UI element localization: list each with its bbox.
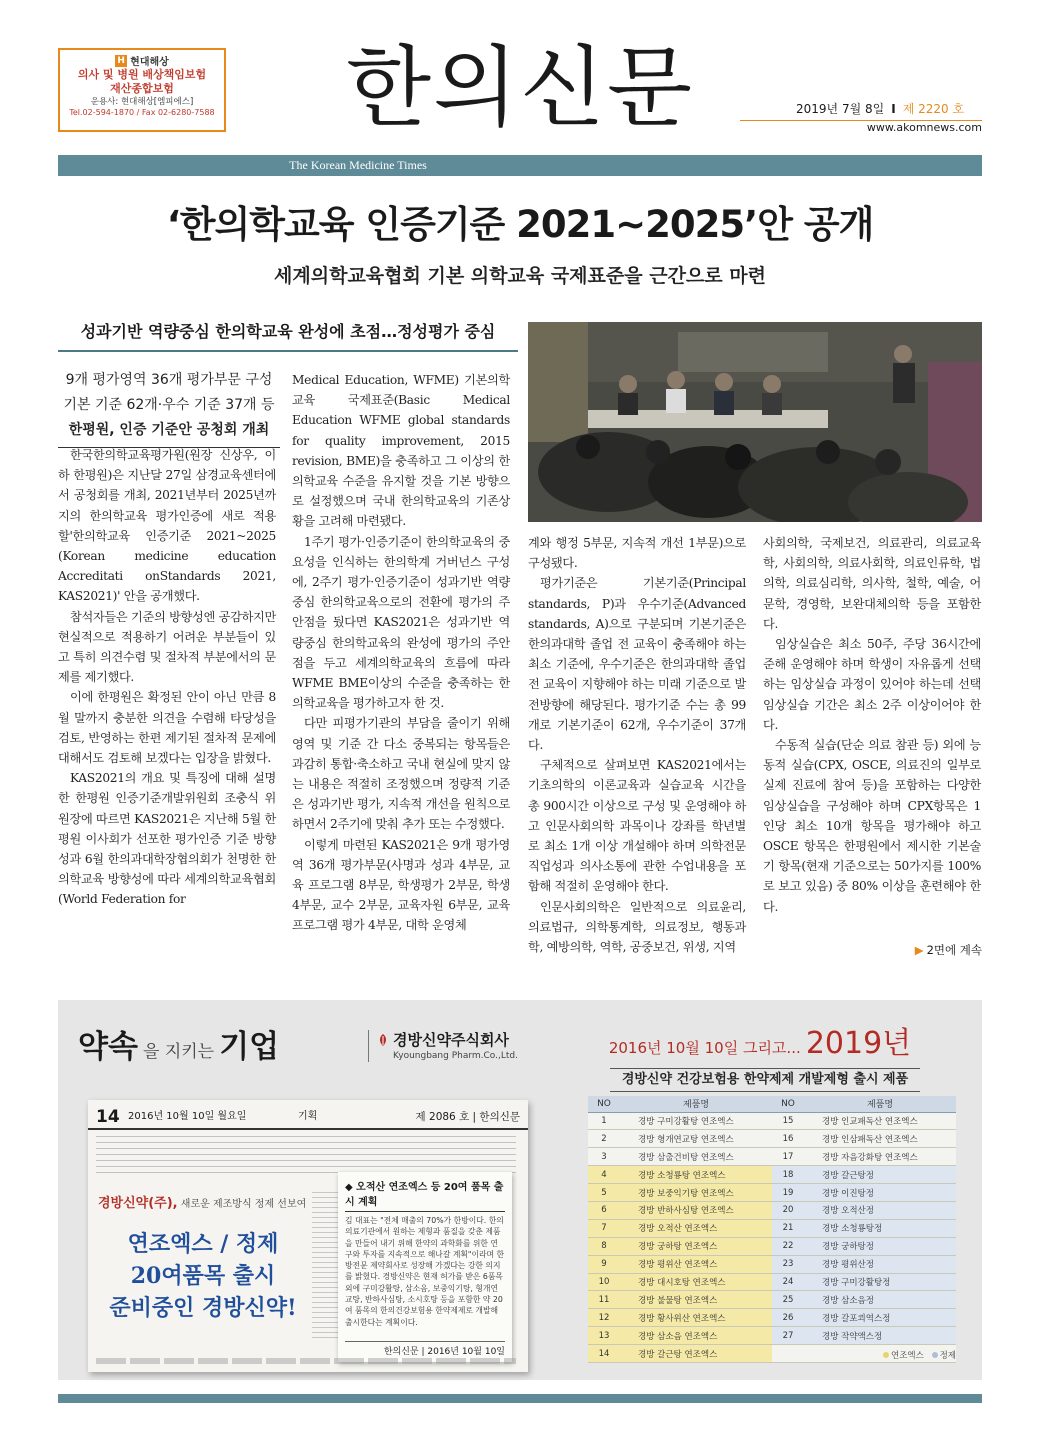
inset-title: ◆ 오적산 연조엑스 등 20여 품목 출시 계획 [345, 1178, 505, 1212]
product-name: 경방 갈포쾨역스정 [804, 1309, 956, 1327]
clipping-column-filler [312, 1192, 338, 1342]
insurer-name: 현대해상 [130, 57, 169, 68]
product-number: 12 [588, 1309, 620, 1327]
table-row [588, 1255, 956, 1273]
product-number: 17 [772, 1148, 804, 1166]
product-name: 경방 인교패독산 연조엑스 [804, 1112, 956, 1130]
insurance-ad[interactable] [58, 48, 226, 132]
product-number: 13 [588, 1327, 620, 1345]
table-header-row [588, 1096, 956, 1112]
table-row [588, 1148, 956, 1166]
subhead-box [58, 368, 280, 448]
legend-label: 연조엑스 [891, 1351, 924, 1361]
product-number: 25 [772, 1291, 804, 1309]
inset-footer: 한의신문 | 2016년 10월 10일 [345, 1341, 505, 1357]
product-number: 24 [772, 1273, 804, 1291]
continued-label: 2면에 계속 [926, 943, 982, 957]
insurance-contact: Tel.02-594-1870 / Fax 02-6280-7588 [69, 108, 215, 117]
headline: ‘한의학교육 인증기준 2021~2025’안 공개 [166, 203, 874, 246]
table-row [588, 1130, 956, 1148]
article-column-1 [58, 445, 276, 910]
column-header: 제품명 [804, 1096, 956, 1112]
issue-date: 2019년 7월 8일 [796, 102, 885, 116]
paragraph: 구체적으로 살펴보면 KAS2021에서는 기초의학의 이론교육과 실습교육 시간을 총 900시간 이상으로 구성 및 운영해야 하고 인문사회의학 과목이나 강좌를 학년별로 최소 1개 이상 개설해야 하며 의학전문직업성과 의사소통에 관한 수업내용을 포함해 적절히 운영해야 한다. [528, 758, 746, 894]
column-header: 제품명 [620, 1096, 772, 1112]
product-number: 23 [772, 1255, 804, 1273]
product-name: 경방 구미강활탕정 [804, 1273, 956, 1291]
paragraph: 평가기준은 기본기준(Principal standards, P)과 우수기준(Advanced standards, A)으로 구분되며 기본기준은 한의과대학 졸업 전 교육이 충족해야 하는 최소 기준에, 우수기준은 한의과대학 졸업 전 교육이 지향해야 하는 미래 기준으로 발전방향에 해당된다. 평가기준 수는 총 99개로 기본기준이 62개, 우수기준이 37개다. [528, 576, 746, 753]
column-header: NO [772, 1096, 804, 1112]
clipping-issue: 제 2086 호 | 한의신문 [415, 1111, 520, 1123]
product-name: 경방 작약액스정 [804, 1327, 956, 1345]
product-number: 21 [772, 1219, 804, 1237]
insurance-line-2: 재산종합보험 [110, 82, 174, 95]
clipping-intro [98, 1192, 306, 1211]
product-name: 경방 이진탕정 [804, 1184, 956, 1202]
website-url[interactable]: www.akomnews.com [866, 121, 982, 134]
product-number [772, 1345, 804, 1363]
ad-slogan [78, 1022, 279, 1077]
table-row [588, 1184, 956, 1202]
product-name: 경방 대시호탕 연조엑스 [620, 1273, 772, 1291]
product-number: 4 [588, 1166, 620, 1184]
table-row [588, 1219, 956, 1237]
product-name: 경방 보중익기탕 연조엑스 [620, 1184, 772, 1202]
product-table [588, 1096, 956, 1363]
clipping-bottom-filler [96, 1358, 516, 1364]
article-column-2 [292, 370, 510, 936]
paragraph: 수동적 실습(단순 의료 참관 등) 외에 능동적 실습(CPX, OSCE, 의료진의 일부로 실제 진료에 참여 등)을 포함하는 다양한 임상실습을 구성해야 하며 CPX항목은 1인당 최소 10개 항목을 평가해야 하고 OSCE 항목은 한평원에서 제시한 기본술기 항목(현재 기준으로는 50가지를 100%로 보고 있음) 중 80% 이상을 훈련해야 한다. [763, 738, 981, 914]
hearing-photo [528, 322, 982, 522]
insurance-line-1: 의사 및 병원 배상책임보험 [77, 68, 207, 81]
inset-body: 김 대표는 "전체 매출의 70%가 한방이다. 한의의료기관에서 원하는 제형과 품질을 갖춘 제품을 만들어 내기 위해 한약의 과학화를 위한 연구와 투자를 지속적으로 해나갈 계획"이라며 한방전문 제약회사로 성장해 가겠다는 강한 의지를 밝혔다. 경방신약은 현재 허가를 받은 6품목 외에 구미강활탕, 삼소음, 보중익기탕, 형개연교탕, 반하사심탕, 소시호탕 등을 포함한 약 20여 품목의 한의건강보험용 한약제제로 개발해 출시한다는 계획이다. [345, 1216, 505, 1327]
clipping-intro-rest: 새로운 제조방식 정제 선보여 [177, 1199, 307, 1210]
product-number: 16 [772, 1130, 804, 1148]
company-name-ko [377, 1030, 518, 1050]
product-name: 경방 인삼패독산 연조엑스 [804, 1130, 956, 1148]
product-name: 경방 삼소음 연조엑스 [620, 1327, 772, 1345]
product-name: 경방 불물탕 연조엑스 [620, 1291, 772, 1309]
paragraph: 참석자들은 기준의 방향성엔 공감하지만 현실적으로 적용하기 어려운 부분들이 있고 특히 의견수렴 및 절차적 부분에서의 문제를 제기했다. [58, 609, 276, 685]
paragraph: 다만 피평가기관의 부담을 줄이기 위해 영역 및 기준 간 다소 중복되는 항목들은 과감히 통합·축소하고 국내 현실에 맞지 않는 내용은 적절히 조정했으며 정량적 기준은 성과기반 평가, 지속적 개선을 원칙으로 하면서 2주기에 맞춰 추가 또는 수정했다. [292, 716, 510, 832]
product-number: 6 [588, 1201, 620, 1219]
product-name: 경방 소청룡탕정 [804, 1219, 956, 1237]
paragraph: Medical Education, WFME) 기본의학교육 국제표준(Basic Medical Education WFME global standards for quality improvement, 2015 revision, BME)을 충족하고 그 이상의 한의학교육 수준을 유지할 것을 기본 방향으로 설정했으며 국내 한의학교육의 기존상황을 고려해 마련됐다. [292, 373, 510, 529]
insurer-brand [60, 53, 224, 68]
product-name: 경방 궁하탕 연조엑스 [620, 1237, 772, 1255]
product-name: 경방 소청룡탕 연조엑스 [620, 1166, 772, 1184]
product-name: 경방 형개연교탕 연조엑스 [620, 1130, 772, 1148]
table-row [588, 1112, 956, 1130]
table-row [588, 1309, 956, 1327]
paragraph: 임상실습은 최소 50주, 주당 36시간에 준해 운영해야 하며 학생이 자유롭게 선택하는 임상실습 과정이 있어야 하는데 선택 임상실습 기간은 최소 2주 이상이어야 한다. [763, 637, 981, 732]
company-logo [368, 1030, 518, 1062]
hyundai-logo-icon: H [115, 55, 127, 67]
product-name: 경방 삼소음정 [804, 1291, 956, 1309]
product-name: 경방 갈근탕정 [804, 1166, 956, 1184]
product-number: 7 [588, 1219, 620, 1237]
product-name: 경방 삼출건비탕 연조엑스 [620, 1148, 772, 1166]
product-number: 27 [772, 1327, 804, 1345]
issue-number: 제 2220 호 [902, 102, 965, 116]
slogan-part: 약속 [78, 1029, 138, 1065]
conference-photo-illustration [528, 322, 982, 522]
paragraph: 계와 행정 5부문, 지속적 개선 1부문)으로 구성됐다. [528, 536, 746, 571]
product-number: 22 [772, 1237, 804, 1255]
subhead-line: 한평원, 인증 기준안 공청회 개최 [58, 418, 280, 448]
product-number: 5 [588, 1184, 620, 1202]
table-legend [820, 1349, 956, 1361]
kicker: 성과기반 역량중심 한의학교육 완성에 초점…정성평가 중심 [58, 318, 518, 352]
product-name: 경방 평위산정 [804, 1255, 956, 1273]
clipping-date: 2016년 10월 10일 월요일 [128, 1111, 247, 1122]
product-number: 15 [772, 1112, 804, 1130]
product-name: 경방 오적산 연조엑스 [620, 1219, 772, 1237]
product-name: 경방 구미강활탕 연조엑스 [620, 1112, 772, 1130]
paragraph: 사회의학, 국제보건, 의료관리, 의료교육학, 사회의학, 의료사회학, 의료인류학, 법의학, 의료심리학, 의사학, 철학, 예술, 어문학, 경영학, 보완대체의학 등을 포함한다. [763, 536, 981, 631]
newspaper-title: 한의신문 [345, 36, 695, 139]
product-number: 8 [588, 1237, 620, 1255]
subheadline: 세계의학교육협회 기본 의학교육 국제표준을 근간으로 마련 [274, 265, 766, 287]
continued-link[interactable] [860, 942, 982, 958]
paragraph: 이렇게 마련된 KAS2021은 9개 평가영역 36개 평가부문(사명과 성과 4부문, 교육 프로그램 8부문, 학생평가 2부문, 학생 4부문, 교수 2부문, 교육자원 6부문, 교육 프로그램 평가 4부문, 대학 운영체 [292, 837, 510, 933]
product-name: 경방 자음강화탕 연조엑스 [804, 1148, 956, 1166]
product-number: 9 [588, 1255, 620, 1273]
clipping-big-line: 20여품목 출시 [130, 1263, 276, 1289]
clipping-big-text [98, 1228, 308, 1324]
article-column-4 [763, 533, 981, 917]
paragraph: KAS2021의 개요 및 특징에 대해 설명한 한평원 인증기준개발위원회 조충식 위원장에 따르면 KAS2021은 지난해 5월 한평원 이사회가 선포한 평가인증 기준 방향성과 6월 한의과대학장협의회가 천명한 한의학교육 방향성에 따라 세계의학교육협회(World Federation for [58, 771, 276, 907]
product-name: 경방 궁하탕정 [804, 1237, 956, 1255]
timeline-date: 2016년 10월 10일 그리고... [608, 1039, 801, 1057]
product-number: 10 [588, 1273, 620, 1291]
triangle-right-icon: ▶ [914, 943, 924, 957]
clipping-section: 기획 [298, 1111, 318, 1122]
table-row [588, 1201, 956, 1219]
product-name: 경방 평위산 연조엑스 [620, 1255, 772, 1273]
paragraph: 인문사회의학은 일반적으로 의료윤리, 의료법규, 의학통계학, 의료정보, 행동과학, 예방의학, 역학, 공중보건, 위생, 지역 [528, 899, 746, 955]
paragraph: 이에 한평원은 확정된 안이 아닌 만큼 8월 말까지 충분한 의견을 수렴해 타당성을 검토, 반영하는 한편 제기된 절차적 문제에 대해서도 검토해 보겠다는 입장을 밝혔다. [58, 690, 276, 766]
timeline-year: 2019년 [805, 1026, 912, 1061]
clipping-filler-text [96, 1136, 516, 1176]
column-header: NO [588, 1096, 620, 1112]
table-row [588, 1273, 956, 1291]
product-number: 20 [772, 1201, 804, 1219]
clipping-big-line: 연조엑스 / 정제 [127, 1231, 279, 1257]
company-name-en: Kyoungbang Pharm.Co.,Ltd. [393, 1051, 518, 1061]
product-table-body [588, 1112, 956, 1362]
paragraph: 한국한의학교육평가원(원장 신상우, 이하 한평원)은 지난달 27일 삼경교육센터에서 공청회를 개최, 2021년부터 2025년까지의 한의학교육 평가인증에 새로 적용할'한의학교육 인증기준 2021~2025 (Korean medicine education Accreditati onStandards 2021, KAS2021)' 안을 공개했다. [58, 448, 276, 604]
table-row [588, 1327, 956, 1345]
legend-blue-dot-icon [932, 1352, 938, 1358]
insurance-operator: 운용사: 현대해상[엠피에스] [90, 97, 194, 107]
product-number: 1 [588, 1112, 620, 1130]
table-row [588, 1237, 956, 1255]
subhead-line: 9개 평가영역 36개 평가부문 구성 [65, 372, 273, 388]
clipping-header [88, 1106, 528, 1130]
paragraph: 1주기 평가·인증기준이 한의학교육의 중요성을 인식하는 한의학계 거버넌스 구성에, 2주기 평가·인증기준이 성과기반 역량중심 한의학교육으로의 전환에 평가의 주안점을 뒀다면 KAS2021은 성과기반 역량중심 한의학교육의 완성에 평가의 주안점을 두고 세계의학교육의 흐름에 따라 WFME BME이상의 수준을 충족하는 한의학교육을 평가하고자 한 것. [292, 534, 510, 711]
subhead-line: 기본 기준 62개·우수 기준 37개 등 [63, 397, 275, 413]
slogan-part: 기업 [219, 1029, 280, 1065]
product-number: 11 [588, 1291, 620, 1309]
legend-yellow-dot-icon [883, 1352, 889, 1358]
product-number: 19 [772, 1184, 804, 1202]
product-name: 경방 반하사심탕 연조엑스 [620, 1201, 772, 1219]
product-number: 14 [588, 1345, 620, 1363]
article-column-3 [528, 533, 746, 957]
product-number: 18 [772, 1166, 804, 1184]
company-name-text: 경방신약주식회사 [393, 1031, 509, 1049]
product-name: 경방 갈근탕 연조엑스 [620, 1345, 772, 1363]
table-row [588, 1291, 956, 1309]
ad-timeline-title [600, 1022, 920, 1070]
product-name: 경방 황사위산 연조엑스 [620, 1309, 772, 1327]
masthead-bar [58, 155, 982, 176]
product-number: 3 [588, 1148, 620, 1166]
table-row [588, 1166, 956, 1184]
clipping-brand: 경방신약(주), [98, 1196, 178, 1211]
leaf-logo-icon [377, 1033, 389, 1047]
issue-separator: I [891, 101, 896, 116]
product-name: 경방 오적산정 [804, 1201, 956, 1219]
clipping-big-line: 준비중인 경방신약! [109, 1295, 297, 1321]
clipping-inset [338, 1172, 512, 1362]
issue-info [740, 100, 982, 121]
slogan-part: 을 지키는 [143, 1042, 215, 1062]
clipping-page: 14 [96, 1107, 120, 1127]
footer-bar [58, 1394, 982, 1403]
newspaper-clipping [88, 1100, 528, 1372]
product-table-caption: 경방신약 건강보험용 한약제제 개발제형 출시 제품 [610, 1068, 920, 1092]
legend-label: 정제 [939, 1351, 956, 1361]
english-title: The Korean Medicine Times [289, 158, 427, 172]
product-number: 26 [772, 1309, 804, 1327]
product-number: 2 [588, 1130, 620, 1148]
